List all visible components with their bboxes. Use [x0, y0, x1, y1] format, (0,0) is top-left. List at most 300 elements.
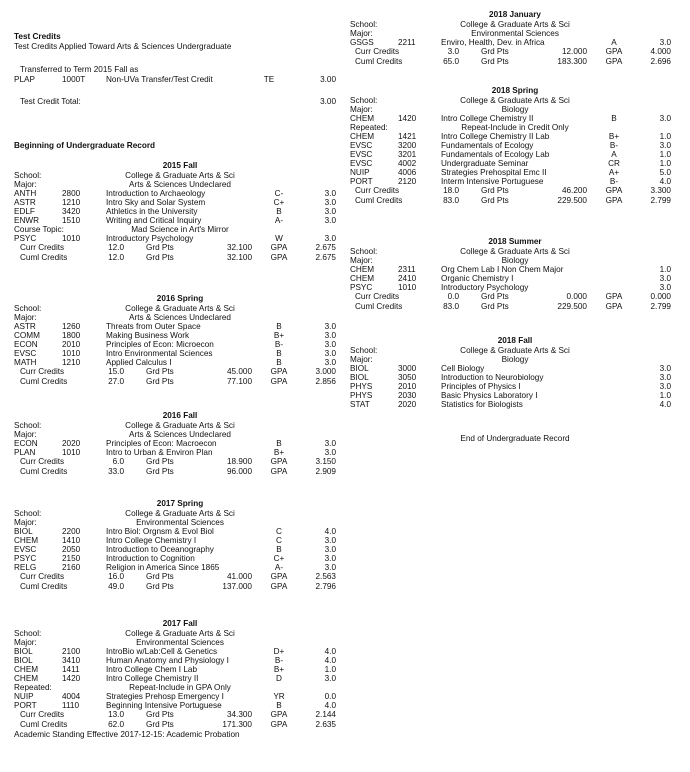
current-grade-points-value: 32.100: [226, 243, 252, 252]
course-grade: B-: [274, 656, 284, 665]
course-credits: 3.0: [659, 141, 671, 150]
course-subject: ASTR: [14, 322, 36, 331]
course-title: Introductory Psychology: [106, 234, 194, 243]
major-value: Biology: [501, 105, 529, 114]
course-grade: C: [276, 527, 282, 536]
course-credits: 3.0: [324, 358, 336, 367]
course-credits: 3.00: [320, 75, 336, 84]
school-label: School:: [14, 304, 42, 313]
cumulative-gpa-value: 2.675: [315, 253, 336, 262]
course-subject: RELG: [14, 563, 37, 572]
school-label: School:: [350, 20, 378, 29]
current-credits-value: 3.0: [447, 47, 459, 56]
school-value: College & Graduate Arts & Sci: [460, 96, 570, 105]
course-credits: 3.0: [659, 38, 671, 47]
course-grade: C+: [273, 198, 285, 207]
major-label: Major:: [350, 29, 373, 38]
course-grade: B: [276, 322, 282, 331]
current-credits-label: Curr Credits: [20, 243, 65, 252]
course-number: 3000: [398, 364, 417, 373]
course-grade: C-: [274, 189, 284, 198]
course-credits: 3.0: [659, 382, 671, 391]
cumulative-grade-points-label: Grd Pts: [481, 302, 509, 311]
current-gpa-label: GPA: [270, 572, 288, 581]
course-number: 2030: [398, 391, 417, 400]
cumulative-grade-points-label: Grd Pts: [481, 57, 509, 66]
course-subject: STAT: [350, 400, 370, 409]
course-title: Intro College Chemistry II Lab: [441, 132, 550, 141]
current-grade-points-value: 41.000: [226, 572, 252, 581]
course-number: 3201: [398, 150, 417, 159]
current-gpa-value: 2.675: [315, 243, 336, 252]
major-label: Major:: [350, 105, 373, 114]
current-credits-label: Curr Credits: [20, 572, 65, 581]
course-grade: B: [276, 701, 282, 710]
current-grade-points-value: 0.000: [566, 292, 587, 301]
cumulative-grade-points-label: Grd Pts: [146, 377, 174, 386]
course-number: 1800: [62, 331, 81, 340]
course-number: 1210: [62, 358, 81, 367]
course-grade: B+: [608, 132, 620, 141]
cumulative-credits-label: Cuml Credits: [20, 467, 68, 476]
current-credits-value: 12.0: [108, 243, 124, 252]
course-number: 2120: [398, 177, 417, 186]
course-grade: B: [276, 358, 282, 367]
course-credits: 3.0: [324, 563, 336, 572]
cumulative-credits-value: 65.0: [443, 57, 459, 66]
course-number: 2160: [62, 563, 81, 572]
cumulative-gpa-label: GPA: [270, 253, 288, 262]
course-subject: EVSC: [350, 150, 373, 159]
cumulative-credits-label: Cuml Credits: [20, 582, 68, 591]
course-grade: B+: [273, 331, 285, 340]
cumulative-grade-points-value: 77.100: [226, 377, 252, 386]
course-credits: 1.0: [659, 150, 671, 159]
course-topic-label: Course Topic:: [14, 225, 64, 234]
course-subject: MATH: [14, 358, 37, 367]
course-grade: C: [276, 536, 282, 545]
course-title: Intro Environmental Sciences: [106, 349, 213, 358]
course-number: 3410: [62, 656, 81, 665]
term-heading: 2018 January: [489, 10, 541, 19]
course-credits: 4.0: [324, 656, 336, 665]
course-grade: B: [611, 114, 617, 123]
course-subject: PORT: [350, 177, 373, 186]
course-subject: EVSC: [14, 349, 37, 358]
cumulative-grade-points-value: 229.500: [557, 302, 587, 311]
course-grade: A: [611, 38, 617, 47]
term-heading: 2017 Spring: [156, 499, 204, 508]
course-credits: 3.0: [659, 364, 671, 373]
course-credits: 3.0: [659, 283, 671, 292]
course-subject: GSGS: [350, 38, 374, 47]
current-credits-value: 13.0: [108, 710, 124, 719]
school-value: College & Graduate Arts & Sci: [460, 247, 570, 256]
course-subject: PLAP: [14, 75, 35, 84]
current-credits-label: Curr Credits: [355, 292, 400, 301]
course-number: 1260: [62, 322, 81, 331]
course-number: 2010: [62, 340, 81, 349]
course-title: Intro College Chemistry II: [441, 114, 534, 123]
course-title: Cell Biology: [441, 364, 485, 373]
course-subject: PHYS: [350, 382, 373, 391]
major-value: Environmental Sciences: [136, 638, 224, 647]
course-credits: 3.0: [324, 234, 336, 243]
school-value: College & Graduate Arts & Sci: [125, 509, 235, 518]
cumulative-gpa-value: 2.856: [315, 377, 336, 386]
course-credits: 3.0: [324, 198, 336, 207]
course-title: Beginning Intensive Portuguese: [106, 701, 222, 710]
course-title: Intro Sky and Solar System: [106, 198, 206, 207]
course-grade: B: [276, 207, 282, 216]
course-grade: B: [276, 545, 282, 554]
course-grade: B-: [274, 340, 284, 349]
course-grade: B-: [609, 141, 619, 150]
course-number: 1010: [398, 283, 417, 292]
term-heading: 2018 Summer: [488, 237, 542, 246]
course-number: 2211: [398, 38, 416, 47]
current-grade-points-label: Grd Pts: [481, 47, 509, 56]
course-subject: BIOL: [14, 656, 33, 665]
course-title: Athletics in the University: [106, 207, 198, 216]
cumulative-gpa-value: 2.909: [315, 467, 336, 476]
transferred-note: Transferred to Term 2015 Fall as: [20, 65, 139, 74]
school-value: College & Graduate Arts & Sci: [125, 421, 235, 430]
cumulative-grade-points-label: Grd Pts: [146, 582, 174, 591]
school-label: School:: [14, 629, 42, 638]
record-end-note: End of Undergraduate Record: [460, 434, 570, 443]
current-gpa-value: 2.563: [315, 572, 336, 581]
record-start-heading: Beginning of Undergraduate Record: [14, 141, 156, 150]
course-number: 2050: [62, 545, 81, 554]
course-subject: CHEM: [350, 114, 375, 123]
course-title: Intro College Chemistry I: [106, 536, 197, 545]
major-label: Major:: [14, 180, 37, 189]
current-grade-points-label: Grd Pts: [146, 457, 174, 466]
course-subject: ASTR: [14, 198, 36, 207]
course-number: 1510: [62, 216, 81, 225]
course-title: Organic Chemistry I: [441, 274, 514, 283]
academic-standing: Academic Standing Effective 2017-12-15: Academic Probation: [14, 730, 240, 739]
course-number: 3200: [398, 141, 417, 150]
term-heading: 2016 Fall: [162, 411, 198, 420]
course-subject: EDLF: [14, 207, 35, 216]
cumulative-credits-label: Cuml Credits: [20, 720, 68, 729]
course-number: 4002: [398, 159, 417, 168]
course-number: 1010: [62, 234, 81, 243]
current-credits-value: 15.0: [108, 367, 124, 376]
course-credits: 3.0: [659, 114, 671, 123]
major-label: Major:: [14, 518, 37, 527]
course-credits: 3.0: [324, 322, 336, 331]
current-grade-points-value: 12.000: [561, 47, 587, 56]
course-title: Applied Calculus I: [106, 358, 172, 367]
current-gpa-label: GPA: [270, 457, 288, 466]
school-label: School:: [14, 421, 42, 430]
current-gpa-value: 3.150: [315, 457, 336, 466]
current-credits-value: 16.0: [108, 572, 124, 581]
course-title: Fundamentals of Ecology Lab: [441, 150, 550, 159]
cumulative-gpa-value: 2.696: [650, 57, 671, 66]
course-subject: PHYS: [350, 391, 373, 400]
major-label: Major:: [14, 638, 37, 647]
course-credits: 3.0: [324, 439, 336, 448]
cumulative-grade-points-value: 137.000: [222, 582, 252, 591]
cumulative-credits-value: 62.0: [108, 720, 124, 729]
course-grade: TE: [263, 75, 275, 84]
cumulative-gpa-label: GPA: [270, 377, 288, 386]
current-credits-label: Curr Credits: [20, 367, 65, 376]
current-gpa-label: GPA: [605, 47, 623, 56]
current-grade-points-value: 46.200: [561, 186, 587, 195]
current-credits-value: 0.0: [447, 292, 459, 301]
course-topic-value: Mad Science in Art's Mirror: [131, 225, 229, 234]
course-credits: 1.0: [659, 265, 671, 274]
cumulative-grade-points-value: 171.300: [222, 720, 252, 729]
school-value: College & Graduate Arts & Sci: [460, 20, 570, 29]
current-grade-points-label: Grd Pts: [146, 243, 174, 252]
school-value: College & Graduate Arts & Sci: [125, 629, 235, 638]
course-title: Intro College Chem I Lab: [106, 665, 198, 674]
course-title: Intro College Chemistry II: [106, 674, 199, 683]
test-credit-total-value: 3.00: [320, 97, 336, 106]
course-credits: 0.0: [324, 692, 336, 701]
course-subject: CHEM: [14, 665, 39, 674]
cumulative-grade-points-label: Grd Pts: [481, 196, 509, 205]
course-credits: 3.0: [324, 331, 336, 340]
course-subject: NUIP: [350, 168, 370, 177]
repeated-note: Repeat-Include in GPA Only: [129, 683, 231, 692]
cumulative-credits-label: Cuml Credits: [355, 57, 403, 66]
course-title: Principles of Econ: Microecon: [106, 340, 214, 349]
major-value: Biology: [501, 256, 529, 265]
course-number: 1010: [62, 448, 81, 457]
major-value: Biology: [501, 355, 529, 364]
course-grade: W: [275, 234, 283, 243]
course-title: Interm Intensive Portuguese: [441, 177, 544, 186]
course-grade: C+: [273, 554, 285, 563]
course-title: Strategies Prehospital Emc II: [441, 168, 547, 177]
cumulative-gpa-label: GPA: [605, 57, 623, 66]
course-credits: 3.0: [324, 554, 336, 563]
course-subject: ENWR: [14, 216, 40, 225]
course-grade: B-: [609, 177, 619, 186]
current-gpa-label: GPA: [270, 367, 288, 376]
course-credits: 4.0: [324, 701, 336, 710]
course-number: 1010: [62, 349, 81, 358]
school-value: College & Graduate Arts & Sci: [125, 304, 235, 313]
course-credits: 1.0: [324, 665, 336, 674]
course-grade: YR: [273, 692, 285, 701]
cumulative-grade-points-label: Grd Pts: [146, 720, 174, 729]
course-subject: PLAN: [14, 448, 36, 457]
course-title: Basic Physics Laboratory I: [441, 391, 538, 400]
cumulative-gpa-label: GPA: [270, 582, 288, 591]
cumulative-credits-label: Cuml Credits: [355, 302, 403, 311]
cumulative-gpa-label: GPA: [270, 467, 288, 476]
term-heading: 2015 Fall: [162, 161, 198, 170]
course-title: Intro to Urban & Environ Plan: [106, 448, 213, 457]
course-number: 1411: [62, 665, 80, 674]
cumulative-grade-points-value: 183.300: [557, 57, 587, 66]
current-grade-points-label: Grd Pts: [481, 292, 509, 301]
course-grade: [602, 400, 626, 410]
current-gpa-value: 3.000: [315, 367, 336, 376]
current-credits-label: Curr Credits: [355, 47, 400, 56]
cumulative-gpa-value: 2.635: [315, 720, 336, 729]
course-subject: PORT: [14, 701, 37, 710]
cumulative-gpa-value: 2.799: [650, 302, 671, 311]
course-subject: EVSC: [350, 141, 373, 150]
course-subject: COMM: [14, 331, 40, 340]
cumulative-gpa-label: GPA: [270, 720, 288, 729]
course-title: Threats from Outer Space: [106, 322, 201, 331]
course-number: 1420: [398, 114, 417, 123]
course-title: Enviro, Health, Dev. in Africa: [441, 38, 545, 47]
course-subject: ANTH: [14, 189, 37, 198]
cumulative-credits-label: Cuml Credits: [20, 377, 68, 386]
current-gpa-value: 0.000: [650, 292, 671, 301]
cumulative-grade-points-label: Grd Pts: [146, 253, 174, 262]
course-credits: 1.0: [659, 391, 671, 400]
course-title: Introductory Psychology: [441, 283, 529, 292]
course-subject: BIOL: [14, 527, 33, 536]
course-number: 2410: [398, 274, 417, 283]
cumulative-credits-value: 49.0: [108, 582, 124, 591]
course-grade: A: [611, 150, 617, 159]
cumulative-gpa-label: GPA: [605, 302, 623, 311]
course-title: Undergraduate Seminar: [441, 159, 529, 168]
major-label: Major:: [14, 430, 37, 439]
current-credits-label: Curr Credits: [20, 457, 65, 466]
course-grade: B: [276, 349, 282, 358]
repeated-note: Repeat-Include in Credit Only: [461, 123, 569, 132]
course-number: 2020: [398, 400, 417, 409]
current-gpa-value: 2.144: [315, 710, 336, 719]
course-number: 1420: [62, 674, 81, 683]
major-label: Major:: [350, 256, 373, 265]
course-number: 2020: [62, 439, 81, 448]
school-label: School:: [350, 247, 378, 256]
course-credits: 3.0: [324, 448, 336, 457]
course-number: 4004: [62, 692, 81, 701]
course-number: 3420: [62, 207, 81, 216]
course-number: 2800: [62, 189, 81, 198]
current-grade-points-label: Grd Pts: [146, 710, 174, 719]
cumulative-grade-points-value: 96.000: [226, 467, 252, 476]
course-subject: PSYC: [350, 283, 373, 292]
major-value: Arts & Sciences Undeclared: [129, 180, 231, 189]
course-grade: A-: [274, 216, 284, 225]
current-gpa-label: GPA: [270, 710, 288, 719]
school-label: School:: [350, 346, 378, 355]
course-grade: B+: [273, 665, 285, 674]
course-subject: CHEM: [350, 265, 375, 274]
course-credits: 3.0: [324, 189, 336, 198]
course-title: Introduction to Oceanography: [106, 545, 214, 554]
course-number: 4006: [398, 168, 417, 177]
course-credits: 1.0: [659, 159, 671, 168]
course-credits: 3.0: [324, 545, 336, 554]
course-title: Writing and Critical Inquiry: [106, 216, 202, 225]
cumulative-credits-value: 12.0: [108, 253, 124, 262]
school-value: College & Graduate Arts & Sci: [460, 346, 570, 355]
term-heading: 2018 Spring: [491, 86, 539, 95]
course-title: Introduction to Archaeology: [106, 189, 206, 198]
course-credits: 3.0: [659, 373, 671, 382]
term-heading: 2016 Spring: [156, 294, 204, 303]
course-title: Statistics for Biologists: [441, 400, 523, 409]
term-heading: 2018 Fall: [497, 336, 533, 345]
course-subject: PSYC: [14, 554, 37, 563]
course-number: 1110: [62, 701, 79, 710]
course-number: 2150: [62, 554, 81, 563]
cumulative-gpa-label: GPA: [605, 196, 623, 205]
school-value: College & Graduate Arts & Sci: [125, 171, 235, 180]
course-credits: 3.0: [324, 216, 336, 225]
course-subject: CHEM: [14, 536, 39, 545]
school-label: School:: [350, 96, 378, 105]
repeated-label: Repeated:: [350, 123, 388, 132]
course-subject: NUIP: [14, 692, 34, 701]
course-credits: 4.0: [659, 400, 671, 409]
cumulative-gpa-value: 2.796: [315, 582, 336, 591]
course-title: Making Business Work: [106, 331, 190, 340]
course-credits: 3.0: [659, 274, 671, 283]
term-heading: 2017 Fall: [162, 619, 198, 628]
current-gpa-label: GPA: [605, 292, 623, 301]
current-gpa-value: 4.000: [650, 47, 671, 56]
cumulative-grade-points-value: 32.100: [226, 253, 252, 262]
current-credits-label: Curr Credits: [355, 186, 400, 195]
repeated-label: Repeated:: [14, 683, 52, 692]
course-number: 1210: [62, 198, 81, 207]
course-title: Introduction to Cognition: [106, 554, 195, 563]
course-subject: BIOL: [14, 647, 33, 656]
course-number: 1000T: [62, 75, 86, 84]
current-gpa-label: GPA: [605, 186, 623, 195]
cumulative-credits-value: 33.0: [108, 467, 124, 476]
course-subject: CHEM: [350, 274, 375, 283]
course-grade: B+: [273, 448, 285, 457]
course-credits: 3.0: [324, 349, 336, 358]
current-grade-points-label: Grd Pts: [481, 186, 509, 195]
course-subject: PSYC: [14, 234, 37, 243]
course-subject: EVSC: [14, 545, 37, 554]
course-credits: 1.0: [659, 132, 671, 141]
course-credits: 4.0: [324, 647, 336, 656]
course-grade: A+: [608, 168, 620, 177]
course-number: 2010: [398, 382, 417, 391]
course-number: 2200: [62, 527, 81, 536]
course-grade: D: [276, 674, 282, 683]
course-credits: 3.0: [324, 674, 336, 683]
course-subject: CHEM: [350, 132, 375, 141]
current-grade-points-label: Grd Pts: [146, 367, 174, 376]
course-credits: 4.0: [324, 527, 336, 536]
course-subject: ECON: [14, 439, 38, 448]
course-grade: CR: [608, 159, 620, 168]
course-title: Fundamentals of Ecology: [441, 141, 534, 150]
course-number: 3050: [398, 373, 417, 382]
major-value: Environmental Sciences: [136, 518, 224, 527]
course-title: Org Chem Lab I Non Chem Major: [441, 265, 564, 274]
course-number: 1421: [398, 132, 417, 141]
course-title: Intro Biol: Orgnsm & Evol Biol: [106, 527, 214, 536]
cumulative-credits-value: 83.0: [443, 302, 459, 311]
course-title: Human Anatomy and Physiology I: [106, 656, 229, 665]
current-credits-label: Curr Credits: [20, 710, 65, 719]
